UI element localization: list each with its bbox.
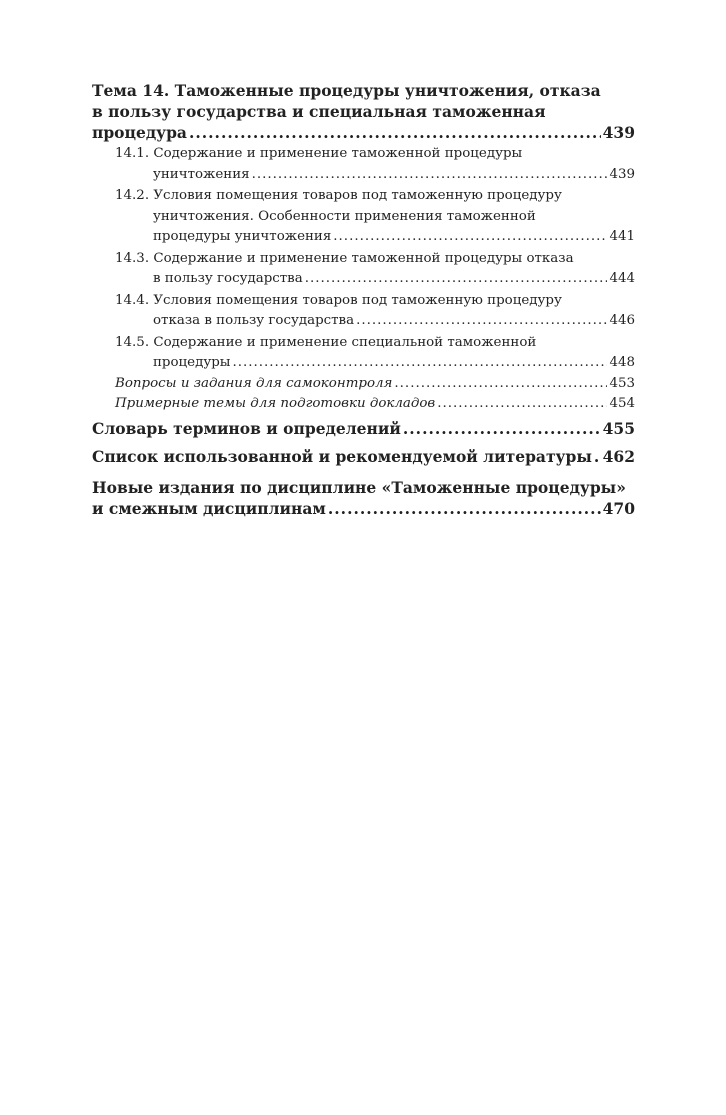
toc-item-title: Примерные темы для подготовки докладов bbox=[115, 396, 436, 411]
dot-leader bbox=[333, 227, 607, 248]
toc-item-title: Словарь терминов и определений bbox=[92, 418, 401, 438]
dot-leader bbox=[305, 269, 608, 290]
toc-item-14-2[interactable] bbox=[92, 186, 635, 248]
toc-item-title-end: уничтожения bbox=[153, 166, 250, 182]
page-number: 441 bbox=[609, 229, 635, 244]
toc-item-title-end: процедуры уничтожения bbox=[153, 229, 332, 244]
toc-topic-14-line-1: Тема 14. Таможенные процедуры уничтожения, отказа bbox=[92, 81, 601, 100]
toc-item-title-end: в пользу государства bbox=[153, 271, 303, 286]
toc-item-title: 14.3. Содержание и применение таможенной процедуры отказа bbox=[115, 250, 574, 266]
page-number: 448 bbox=[609, 355, 635, 370]
page-number: 439 bbox=[602, 123, 635, 142]
toc-literature[interactable] bbox=[92, 446, 635, 467]
page-number: 439 bbox=[609, 166, 635, 182]
toc-item-questions[interactable] bbox=[92, 374, 635, 395]
toc-item-title-end: отказа в пользу государства bbox=[153, 313, 355, 328]
toc-item-14-3[interactable] bbox=[92, 249, 635, 290]
toc-item-title: 14.1. Содержание и применение таможенной процедуры bbox=[115, 146, 523, 161]
toc-item-title: Вопросы и задания для самоконтроля bbox=[115, 375, 393, 391]
toc-item-title: 14.4. Условия помещения товаров под таможенную процедуру bbox=[115, 292, 562, 308]
toc-item-title-end: процедуры bbox=[153, 355, 231, 370]
dot-leader bbox=[594, 446, 601, 467]
toc-item-title-end: и смежным дисциплинам bbox=[92, 498, 326, 518]
page-number: 455 bbox=[602, 418, 635, 438]
page-number: 470 bbox=[602, 498, 635, 518]
dot-leader bbox=[356, 311, 607, 332]
toc-item-title: 14.2. Условия помещения товаров под таможенную процедуру bbox=[115, 188, 562, 203]
dot-leader bbox=[437, 394, 607, 415]
table-of-contents bbox=[92, 80, 635, 519]
page-number: 453 bbox=[609, 375, 635, 391]
toc-topic-14[interactable] bbox=[92, 80, 635, 143]
toc-topic-14-last: процедура bbox=[92, 123, 187, 142]
toc-item-themes[interactable] bbox=[92, 394, 635, 415]
toc-item-14-5[interactable] bbox=[92, 333, 635, 374]
dot-leader bbox=[189, 122, 601, 143]
dot-leader bbox=[252, 165, 608, 186]
page-number: 462 bbox=[602, 446, 635, 466]
toc-item-title: Новые издания по дисциплине «Таможенные процедуры» bbox=[92, 477, 626, 497]
page-number: 454 bbox=[609, 396, 635, 411]
dot-leader bbox=[394, 374, 607, 395]
toc-glossary[interactable] bbox=[92, 418, 635, 439]
toc-topic-14-line-2: в пользу государства и специальная таможенная bbox=[92, 102, 546, 121]
page-number: 444 bbox=[609, 271, 635, 286]
toc-item-title: Список использованной и рекомендуемой литературы bbox=[92, 446, 592, 466]
dot-leader bbox=[232, 353, 607, 374]
page-number: 446 bbox=[609, 313, 635, 328]
toc-item-14-1[interactable] bbox=[92, 144, 635, 185]
toc-item-title-cont: уничтожения. Особенности применения таможенной bbox=[153, 208, 536, 224]
toc-item-14-4[interactable] bbox=[92, 291, 635, 332]
toc-item-title: 14.5. Содержание и применение специальной таможенной bbox=[115, 334, 537, 350]
toc-new-editions[interactable] bbox=[92, 477, 635, 519]
dot-leader bbox=[328, 498, 601, 519]
dot-leader bbox=[403, 418, 601, 439]
